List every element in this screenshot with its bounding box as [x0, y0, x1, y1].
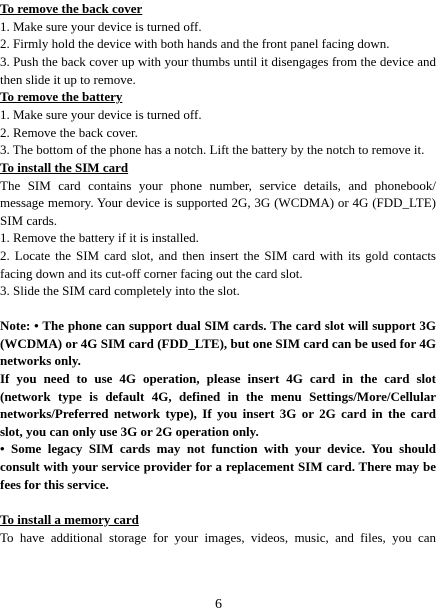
heading-remove-battery: To remove the battery: [0, 89, 123, 105]
step-back-cover-3: 3. Push the back cover up with your thumbs until it disengages from the device and then slide it up to remove.: [0, 53, 436, 87]
spacer: [0, 493, 436, 511]
page-number: 6: [215, 597, 222, 612]
step-back-cover-1: 1. Make sure your device is turned off.: [0, 18, 202, 34]
step-sim-3: 3. Slide the SIM card completely into the slot.: [0, 283, 240, 299]
sim-intro-paragraph: The SIM card contains your phone number, service details, and phonebook/ message memory. Your device is supported 2G, 3G (WCDMA) or 4G (FDD_LTE) SIM cards.: [0, 177, 436, 228]
step-battery-1: 1. Make sure your device is turned off.: [0, 106, 202, 122]
spacer: [0, 300, 436, 318]
sim-note-4g: If you need to use 4G operation, please insert 4G card in the card slot (network type is default 4G, defined in the menu Settings/More/Cellular networks/Preferred network type), If you insert 3G or 2G card in the card slot, you can only use 3G or 2G operation only.: [0, 371, 436, 439]
sim-note-dual: Note: • The phone can support dual SIM cards. The card slot will support 3G (WCDMA) or 4G SIM card (FDD_LTE), but one SIM card can be used for 4G networks only.: [0, 318, 436, 369]
heading-install-memory-card: To install a memory card: [0, 511, 139, 527]
heading-remove-back-cover: To remove the back cover: [0, 1, 143, 16]
step-sim-2: 2. Locate the SIM card slot, and then insert the SIM card with its gold contacts facing down and its cut-off corner facing out the card slot.: [0, 247, 436, 281]
sim-note-legacy: • Some legacy SIM cards may not function with your device. You should consult with your service provider for a replacement SIM card. There may be fees for this service.: [0, 441, 436, 492]
step-battery-2: 2. Remove the back cover.: [0, 124, 138, 140]
step-sim-1: 1. Remove the battery if it is installed.: [0, 230, 199, 246]
heading-install-sim: To install the SIM card: [0, 159, 129, 175]
memory-card-intro: To have additional storage for your images, videos, music, and files, you can: [0, 529, 436, 545]
step-battery-3: 3. The bottom of the phone has a notch. Lift the battery by the notch to remove it.: [0, 142, 425, 158]
step-back-cover-2: 2. Firmly hold the device with both hands and the front panel facing down.: [0, 36, 390, 52]
